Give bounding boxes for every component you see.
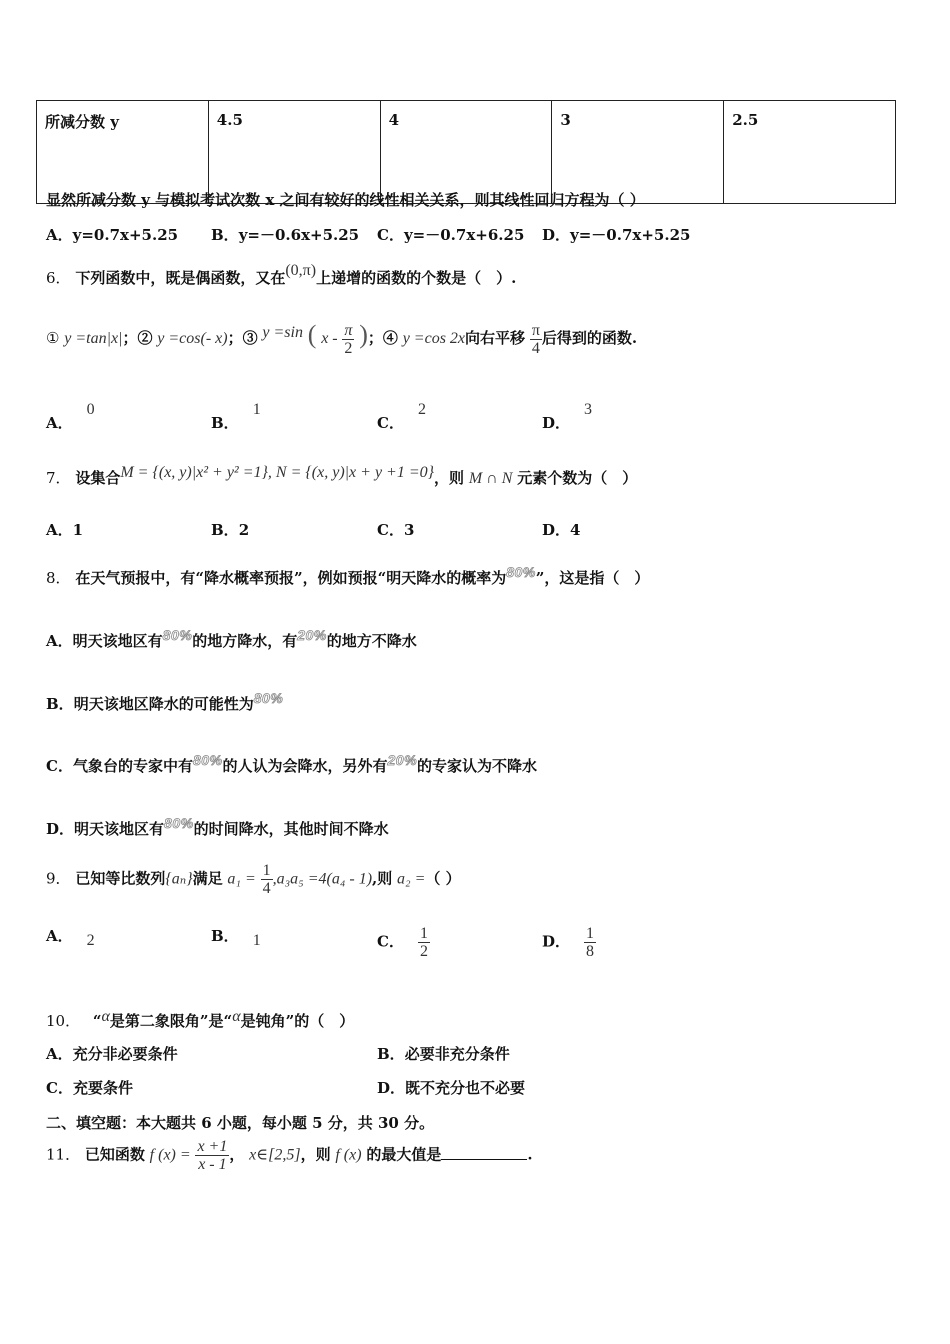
q10-option-a: A．充分非必要条件: [46, 1045, 178, 1063]
table-cell: 3: [552, 101, 724, 204]
table-cell: 4.5: [208, 101, 380, 204]
question-number: 7．: [46, 469, 71, 487]
q9-option-c: C． $\frac{1}{2}$: [377, 925, 428, 960]
q5-option-a: A．y=0.7x+5.25: [46, 226, 179, 244]
q5-option-c: C．y=－0.7x+6.25: [377, 226, 525, 244]
q7-option-b: B．2: [211, 521, 250, 539]
q5-option-d: D．y=－0.7x+5.25: [542, 226, 691, 244]
q9-option-d: D． $\frac{1}{8}$: [542, 925, 595, 960]
q5-stem: 显然所减分数 y 与模拟考试次数 x 之间有较好的线性相关关系，则其线性回归方程为（ ）: [46, 191, 645, 209]
q7-option-a: A．1: [46, 521, 84, 539]
q6-option-b: B．1: [211, 401, 261, 432]
q9-option-b: B． 1: [211, 927, 261, 949]
question-number: 10．: [46, 1012, 81, 1030]
q7-stem: 7． 设集合M = {(x, y)|x² + y² =1}, N = {(x, y)|x + y +1 =0}，则 M ∩ N 元素个数为（ ）: [46, 464, 638, 487]
q5-option-b: B．y=－0.6x+5.25: [211, 226, 360, 244]
question-number: 8．: [46, 569, 71, 587]
q7-option-d: D．4: [542, 521, 581, 539]
q10-option-b: B．必要非充分条件: [377, 1045, 510, 1063]
q8-option-a: A．明天该地区有80%的地方降水，有20%的地方不降水: [46, 627, 417, 650]
q9-stem: 9． 已知等比数列{aₙ}满足 a₁ = $\frac{1}{4}$ ,a₃a₅ =4(a₄ - 1),则 a₂ =（ ）: [46, 862, 461, 897]
q6-option-a: A．0: [46, 401, 95, 432]
answer-blank[interactable]: [441, 1159, 527, 1160]
q10-option-c: C．充要条件: [46, 1079, 133, 1097]
q11-stem: 11． 已知函数 f (x) = $\frac{x +1}{x - 1}$ ， x∈[2,5]，则 f (x) 的最大值是 .: [46, 1138, 533, 1173]
table-cell: 4: [380, 101, 552, 204]
table-cell: 2.5: [724, 101, 896, 204]
question-number: 6．: [46, 269, 71, 287]
q8-option-c: C．气象台的专家中有80%的人认为会降水，另外有20%的专家认为不降水: [46, 752, 538, 775]
q6-option-c: C．2: [377, 401, 426, 432]
question-number: 9．: [46, 869, 71, 888]
table-header-cell: 所减分数 y: [37, 101, 209, 204]
q6-stem: 6． 下列函数中，既是偶函数，又在(0,π)上递增的函数的个数是（ ）.: [46, 262, 517, 287]
q6-items: ① y =tan|x|；② y =cos(- x)；③ y =sin ( x - $\frac{\pi}{2}$ )；④ y =cos 2x向右平移 $\frac{\pi}{4}$ 后得到的函数.: [46, 320, 638, 357]
section-heading: 二、填空题：本大题共 6 小题，每小题 5 分，共 30 分。: [46, 1114, 435, 1132]
q10-option-d: D．既不充分也不必要: [377, 1079, 526, 1097]
q8-option-d: D．明天该地区有80%的时间降水，其他时间不降水: [46, 815, 389, 838]
q8-stem: 8． 在天气预报中，有“降水概率预报”，例如预报“明天降水的概率为80%”，这是指（ ）: [46, 564, 650, 587]
q8-option-b: B．明天该地区降水的可能性为80%: [46, 690, 284, 713]
q9-option-a: A． 2: [46, 927, 95, 949]
q10-stem: 10． “α是第二象限角”是“α是钝角”的（ ）: [46, 1008, 355, 1030]
question-number: 11．: [46, 1145, 81, 1164]
q6-option-d: D．3: [542, 401, 593, 432]
q7-option-c: C．3: [377, 521, 415, 539]
